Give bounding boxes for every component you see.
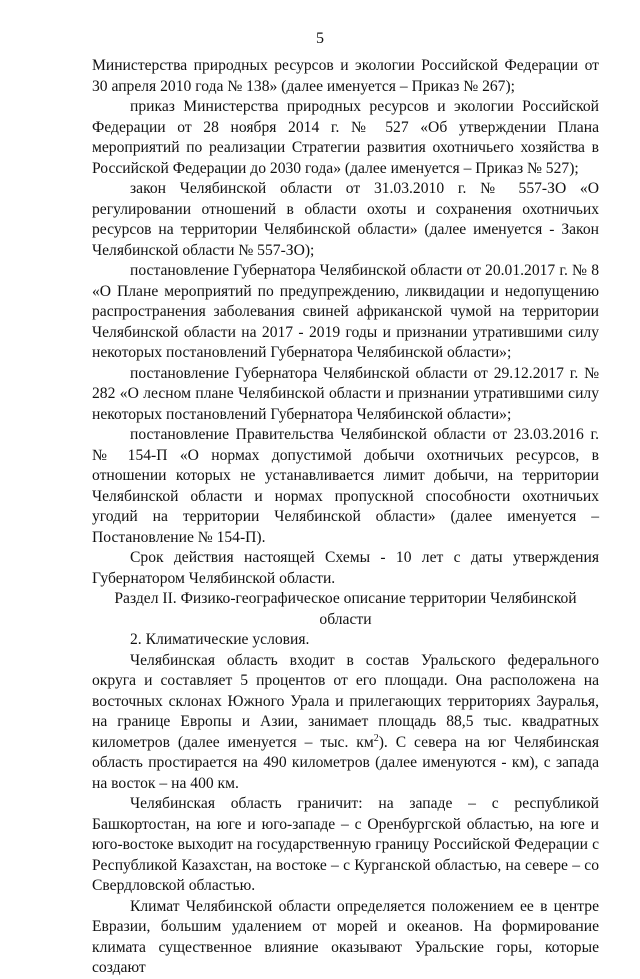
paragraph: Министерства природных ресурсов и экологии Российской Федерации от 30 апреля 2010 года № 138» (далее именуется – Приказ № 267);	[92, 57, 599, 95]
paragraph: Срок действия настоящей Схемы - 10 лет с даты утверждения Губернатором Челябинской области.	[92, 549, 599, 587]
paragraph: приказ Министерства природных ресурсов и экологии Российской Федерации от 28 ноября 2014 г. № 527 «Об утверждении Плана мероприятий по реализации Стратегии развития охотничьего хозяйства в Российской Федерации до 2030 года» (далее именуется – Приказ № 527);	[92, 98, 599, 177]
text-run: Челябинская область входит в состав Уральского федерального округа и составляет 5 процентов от его площади. Она расположена на восточных склонах Южного Урала и прилегающих территориях Зауралья, на границе Европы и Азии, занимает площадь 88,5 тыс. квадратных километров (далее именуется – тыс. км	[92, 651, 599, 751]
section-title: Раздел II. Физико-географическое описание территории Челябинской области	[114, 590, 577, 628]
paragraph: Климат Челябинской области определяется положением ее в центре Евразии, большим удалением от морей и океанов. На формирование климата существенное влияние оказывают Уральские горы, которые создают	[92, 897, 599, 976]
page-number: 5	[316, 30, 324, 47]
paragraph: постановление Губернатора Челябинской области от 20.01.2017 г. № 8 «О Плане мероприятий по предупреждению, ликвидации и недопущению распространения заболевания свиней африканской чумой на территории Челябинской области на 2017 - 2019 годы и признании утратившими силу некоторых постановлений Губернатора Челябинской области»;	[92, 262, 599, 361]
paragraph: постановление Губернатора Челябинской области от 29.12.2017 г. № 282 «О лесном плане Челябинской области и признании утратившими силу некоторых постановлений Губернатора Челябинской области»;	[92, 364, 599, 423]
subheading: 2. Климатические условия.	[130, 631, 310, 648]
paragraph: закон Челябинской области от 31.03.2010 г. № 557-ЗО «О регулировании отношений в области охоты и сохранения охотничьих ресурсов на территории Челябинской области» (далее именуется - Закон Челябинской области № 557-ЗО);	[92, 180, 599, 259]
text-run: ). С севера на юг Челябинская область простирается на 490 километров (далее именуются - км), с запада на восток – на 400 км.	[92, 733, 599, 792]
paragraph: Челябинская область граничит: на западе – с республикой Башкортостан, на юге и юго-западе – с Оренбургской областью, на юге и юго-востоке выходит на государственную границу Российской Федерации с Республикой Казахстан, на востоке – с Курганской областью, на севере – со Свердловской областью.	[92, 795, 599, 894]
document-body	[92, 56, 599, 979]
superscript: 2	[373, 732, 379, 744]
paragraph	[92, 651, 599, 795]
paragraph: постановление Правительства Челябинской области от 23.03.2016 г. № 154-П «О нормах допустимой добычи охотничьих ресурсов, в отношении которых не устанавливается лимит добычи, на территории Челябинской области и нормах пропускной способности охотничьих угодий на территории Челябинской области» (далее именуется – Постановление № 154-П).	[92, 426, 599, 546]
